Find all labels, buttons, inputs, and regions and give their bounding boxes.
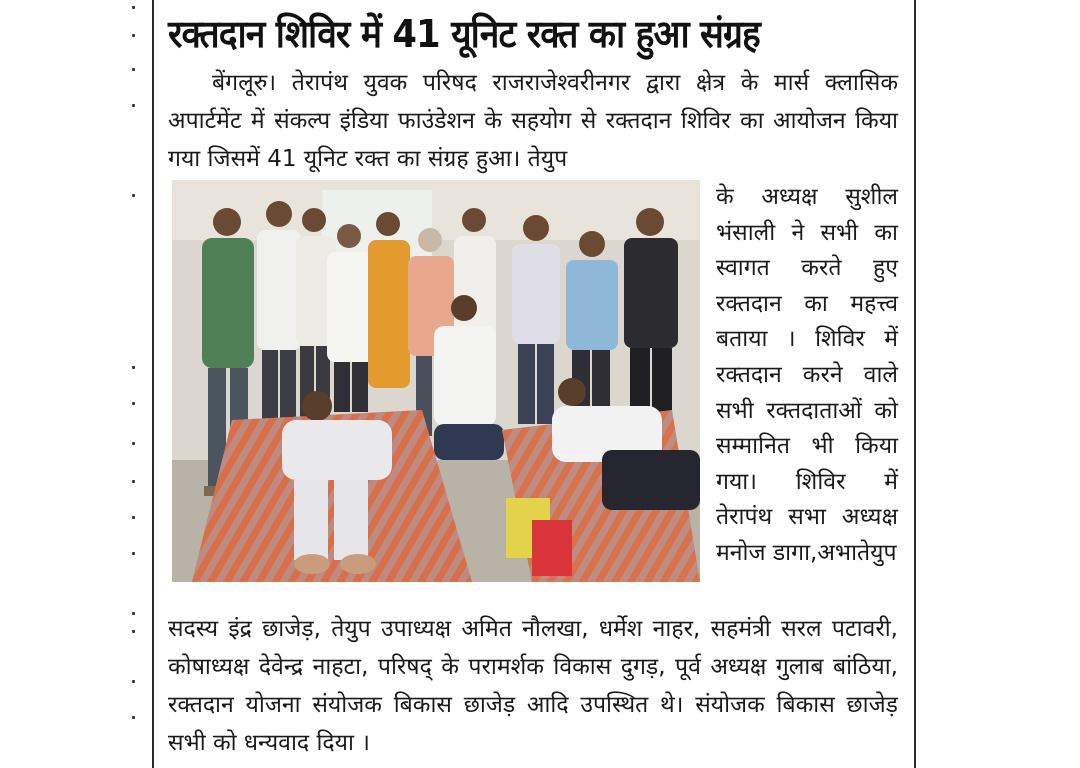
article-headline: रक्तदान शिविर में 41 यूनिट रक्त का हुआ संग्रह [168,12,760,56]
article-closing-paragraph: सदस्य इंद्र छाजेड़, तेयुप उपाध्यक्ष अमित नौलखा, धर्मेश नाहर, सहमंत्री सरल पटावरी, कोषाध्यक्ष देवेन्द्र नाहटा, परिषद् के परामर्शक विकास दुगड़, पूर्व अध्यक्ष गुलाब बांठिया, रक्तदान योजना संयोजक बिकास छाजेड़ आदि उपस्थित थे। संयोजक बिकास छाजेड़ सभी को धन्यवाद दिया । [168,616,898,756]
column-rule-left [152,0,154,768]
article-photo [172,180,700,582]
column-rule-right [914,0,916,768]
article-intro-paragraph: बेंगलूरु। तेरापंथ युवक परिषद राजराजेश्वरीनगर द्वारा क्षेत्र के मार्स क्लासिक अपार्टमेंट में संकल्प इंडिया फाउंडेशन के सहयोग से रक्तदान शिविर का आयोजन किया गया जिसमें 41 यूनिट रक्त का संग्रह हुआ। तेयुप [168,70,898,172]
news-article [168,0,900,768]
article-side-column-text: के अध्यक्ष सुशील भंसाली ने सभी का स्वागत करते हुए रक्तदान का महत्त्व बताया । शिविर में रक्तदान करने वाले सभी रक्तदाताओं को सम्मानित भी किया गया। शिविर में तेरापंथ सभा अध्यक्ष मनोज डागा,अभातेयुप [716,184,898,566]
margin-marks [130,0,140,768]
